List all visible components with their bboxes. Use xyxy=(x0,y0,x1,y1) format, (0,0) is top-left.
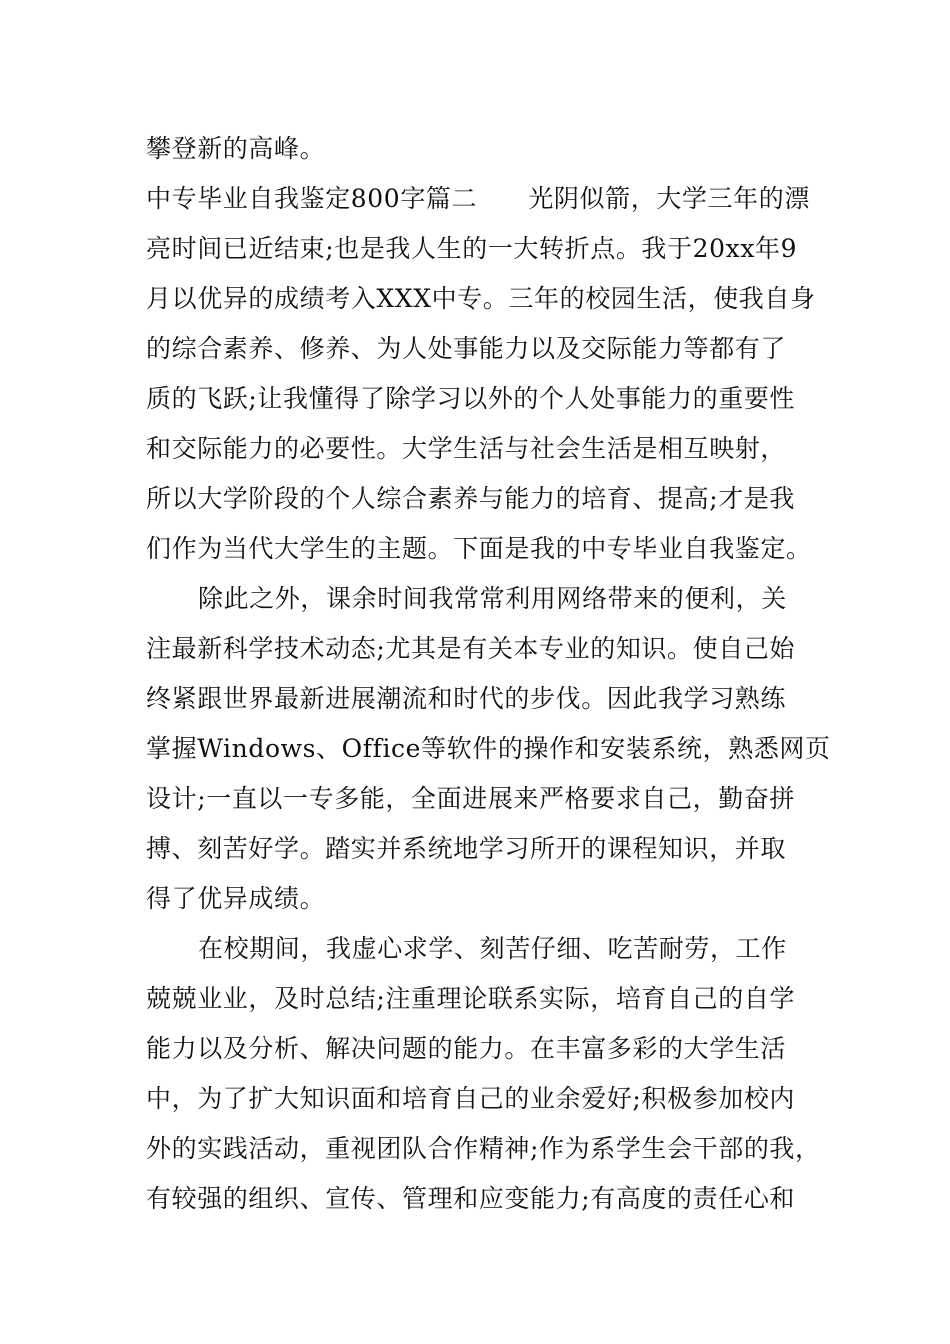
text-line: 中，为了扩大知识面和培育自己的业余爱好;积极参加校内 xyxy=(146,1084,796,1113)
text-line: 搏、刻苦好学。踏实并系统地学习所开的课程知识，并取 xyxy=(146,834,787,863)
text-line: 和交际能力的必要性。大学生活与社会生活是相互映射， xyxy=(146,434,787,463)
paragraph-start-line: 在校期间，我虚心求学、刻苦仔细、吃苦耐劳，工作 xyxy=(198,934,787,963)
paragraph-start-line: 除此之外，课余时间我常常利用网络带来的便利，关 xyxy=(198,584,787,613)
text-line: 设计;一直以一专多能，全面进展来严格要求自己，勤奋拼 xyxy=(146,784,796,813)
text-line: 的综合素养、修养、为人处事能力以及交际能力等都有了 xyxy=(146,334,787,363)
text-line: 注最新科学技术动态;尤其是有关本专业的知识。使自己始 xyxy=(146,634,796,663)
section-title-line: 中专毕业自我鉴定800字篇二 光阴似箭，大学三年的漂 xyxy=(146,184,810,213)
text-line: 所以大学阶段的个人综合素养与能力的培育、提高;才是我 xyxy=(146,484,796,513)
text-line: 有较强的组织、宣传、管理和应变能力;有高度的责任心和 xyxy=(146,1184,796,1213)
text-line: 质的飞跃;让我懂得了除学习以外的个人处事能力的重要性 xyxy=(146,384,796,413)
text-line: 掌握Windows、Office等软件的操作和安装系统，熟悉网页 xyxy=(146,734,831,763)
text-line: 们作为当代大学生的主题。下面是我的中专毕业自我鉴定。 xyxy=(146,534,812,563)
text-line: 能力以及分析、解决问题的能力。在丰富多彩的大学生活 xyxy=(146,1034,787,1063)
text-line: 攀登新的高峰。 xyxy=(146,134,326,163)
text-line: 亮时间已近结束;也是我人生的一大转折点。我于20xx年9 xyxy=(146,234,798,263)
text-line: 终紧跟世界最新进展潮流和时代的步伐。因此我学习熟练 xyxy=(146,684,787,713)
text-line: 兢兢业业，及时总结;注重理论联系实际，培育自己的自学 xyxy=(146,984,796,1013)
text-line: 得了优异成绩。 xyxy=(146,884,326,913)
text-line: 外的实践活动，重视团队合作精神;作为系学生会干部的我， xyxy=(146,1134,821,1163)
text-line: 月以优异的成绩考入XXX中专。三年的校园生活，使我自身 xyxy=(146,284,816,313)
